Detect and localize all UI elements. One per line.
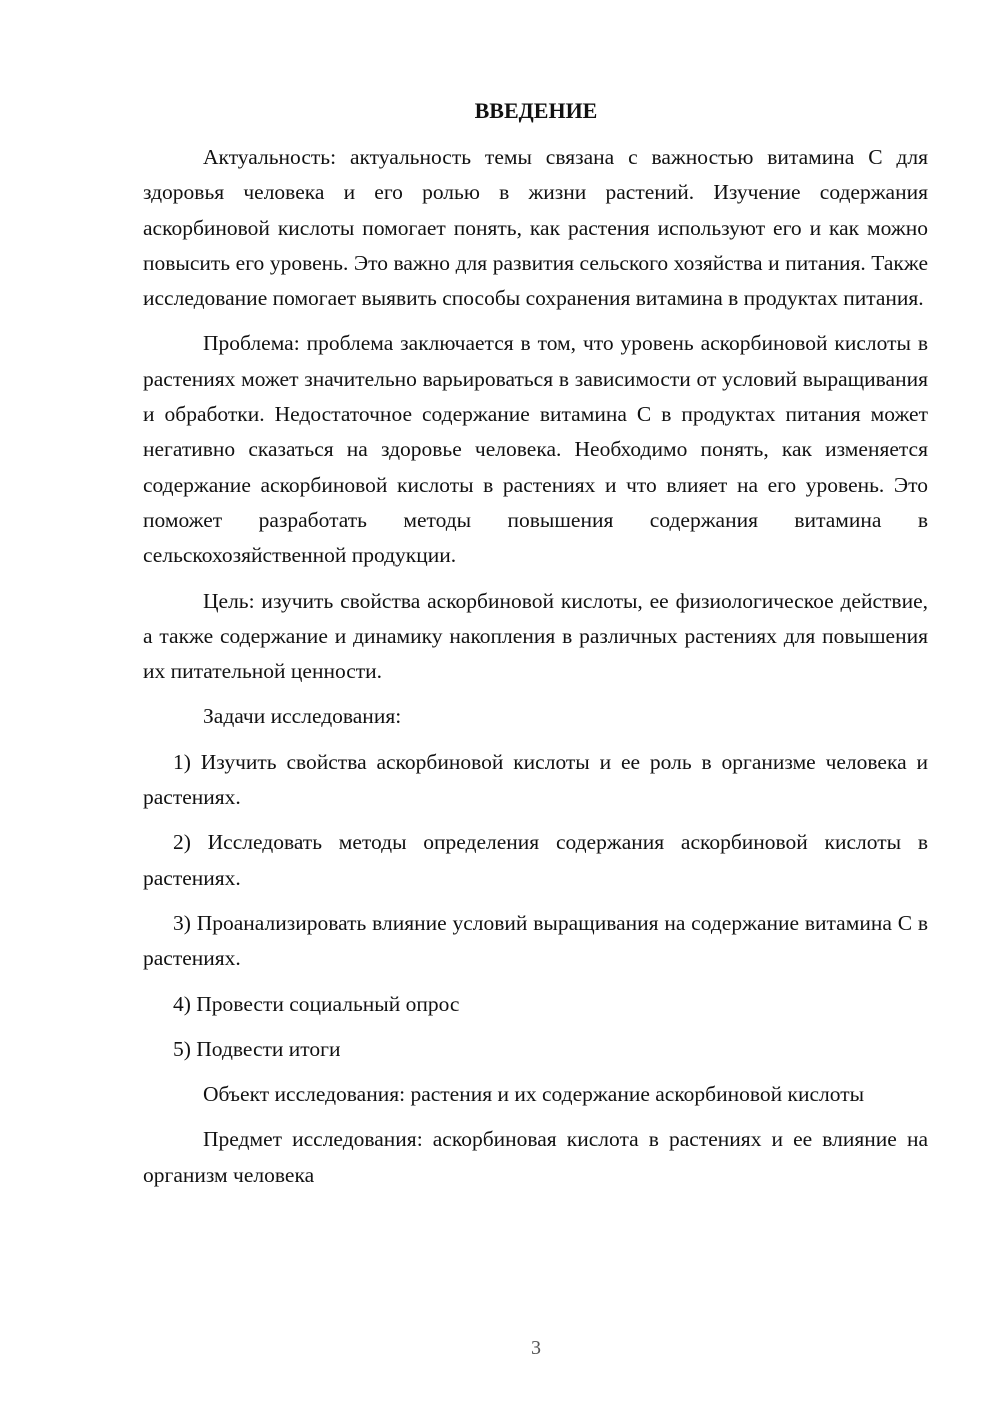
research-object-paragraph: Объект исследования: растения и их содержание аскорбиновой кислоты [203,1082,865,1107]
relevance-paragraph: Актуальность: актуальность темы связана с важностью витамина С для здоровья человека и его ролью в жизни растений. Изучение содержания аскорбиновой кислоты помогает понять, как растения используют его и как можно повысить его уровень. Это важно для развития сельского хозяйства и питания. Также исследование помогает выявить способы сохранения витамина в продуктах питания. [143,145,928,311]
body-text [143,140,928,1203]
task-item-2: 2) Исследовать методы определения содержания аскорбиновой кислоты в растениях. [143,830,928,890]
section-title: ВВЕДЕНИЕ [474,98,598,123]
page-number: 3 [531,1337,541,1359]
problem-paragraph: Проблема: проблема заключается в том, что уровень аскорбиновой кислоты в растениях может значительно варьироваться в зависимости от условий выращивания и обработки. Недостаточное содержание витамина С в продуктах питания может негативно сказаться на здоровье человека. Необходимо понять, как изменяется содержание аскорбиновой кислоты в растениях и что влияет на его уровень. Это поможет разработать методы повышения содержания витамина в сельскохозяйственной продукции. [143,331,928,568]
task-item-4: 4) Провести социальный опрос [173,991,460,1016]
task-item-1: 1) Изучить свойства аскорбиновой кислоты и ее роль в организме человека и растениях. [143,749,928,810]
research-subject-paragraph: Предмет исследования: аскорбиновая кислота в растениях и ее влияние на организм человека [143,1127,928,1187]
goal-paragraph: Цель: изучить свойства аскорбиновой кислоты, ее физиологическое действие, а также содержание и динамику накопления в различных растениях для повышения их питательной ценности. [143,588,928,684]
task-item-3: 3) Проанализировать влияние условий выращивания на содержание витамина С в растениях. [143,910,928,971]
tasks-heading: Задачи исследования: [203,704,402,729]
task-item-5: 5) Подвести итоги [173,1036,341,1061]
